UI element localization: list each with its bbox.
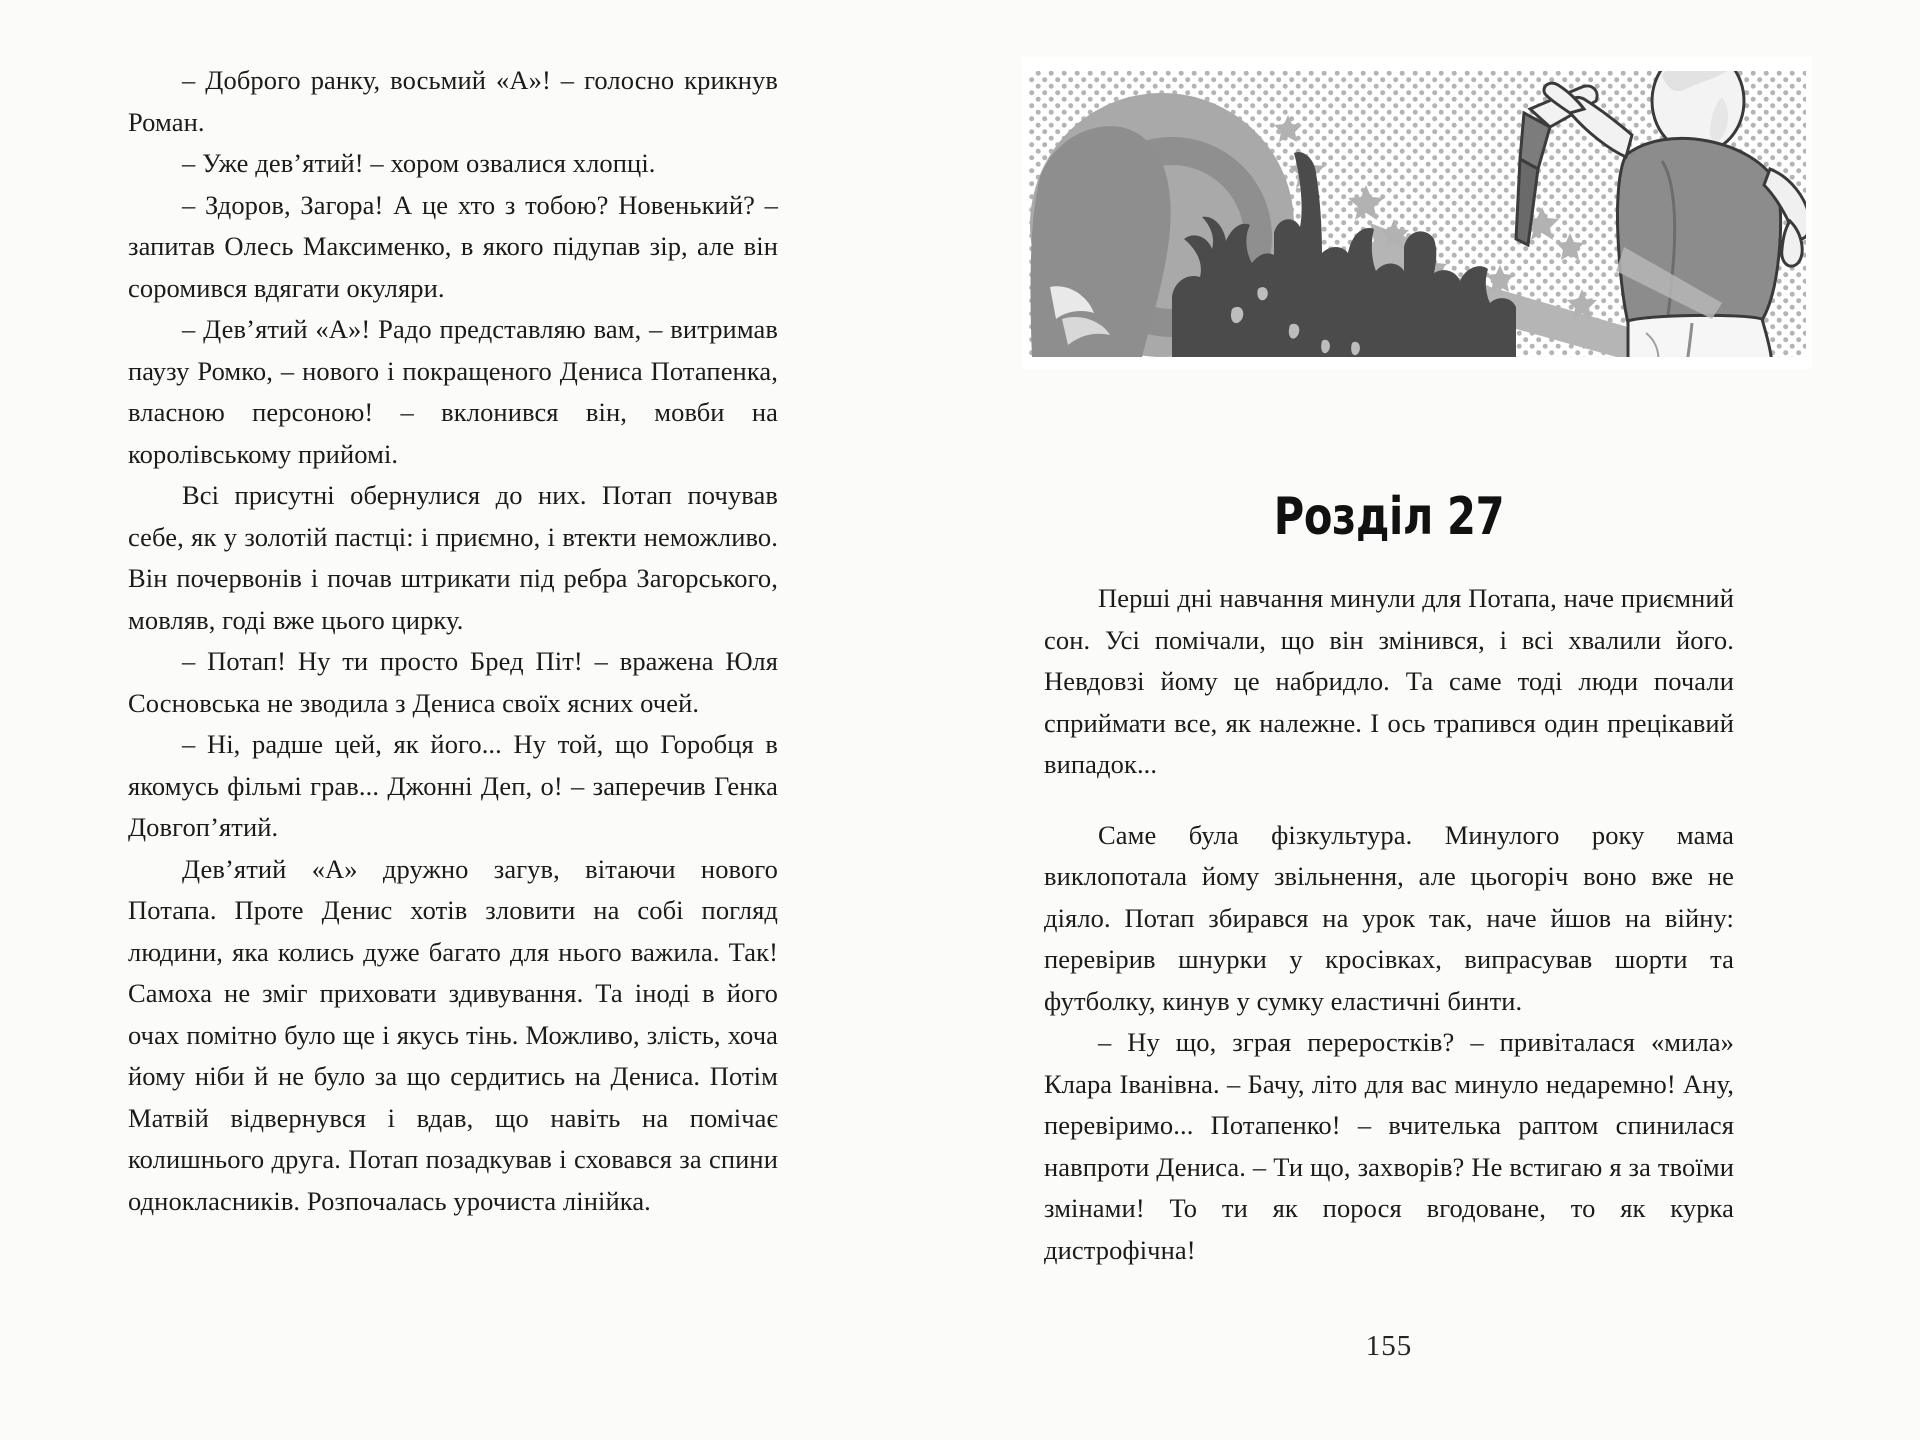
paragraph: Дев’ятий «А» дружно загув, вітаючи нового Потапа. Проте Денис хотів зловити на собі погляд людини, яка колись дуже багато для нього важила. Так! Самоха не зміг приховати здивування. Та іноді в його очах помітно було ще і якусь тінь. Можливо, злість, хоча йому ніби й не було за що сердитись на Дениса. Потім Матвій відвернувся і вдав, що навіть на помічає колишнього друга. Потап позадкував і сховався за спини однокласників. Розпочалась урочиста лінійка. (128, 853, 778, 1216)
paragraph: – Ну що, зграя переростків? – привіталася «мила» Клара Іванівна. – Бачу, літо для вас минуло недаремно! Ану, перевіримо... Потапенко! – вчителька раптом спинилася навпроти Дениса. – Ти що, захворів? Не встигаю я за твоїми змінами! То ти як порося вгодоване, то як курка дистрофічна! (1044, 1027, 1734, 1265)
paragraph: Всі присутні обернулися до них. Потап почував себе, як у золотій пастці: і приємно, і втекти неможливо. Він почервонів і почав штрикати під ребра Загорського, мовляв, годі вже цього цирку. (128, 480, 778, 635)
paragraph: – Потап! Ну ти просто Бред Піт! – вражена Юля Сосновська не зводила з Дениса своїх ясних очей. (128, 646, 778, 718)
chapter-header-illustration (1022, 57, 1812, 369)
paragraph: – Доброго ранку, восьмий «А»! – голосно крикнув Роман. (128, 65, 778, 137)
left-text-column (128, 60, 778, 1222)
page-number: 155 (1365, 1330, 1413, 1362)
paragraph: – Ні, радше цей, як його... Ну той, що Горобця в якомусь фільмі грав... Джонні Деп, о! – заперечив Генка Довгоп’ятий. (128, 729, 778, 842)
paragraph: – Дев’ятий «А»! Радо представляю вам, – витримав паузу Ромко, – нового і покращеного Дениса Потапенка, власною персоною! – вклонився він, мовби на королівському прийомі. (128, 314, 778, 469)
paragraph: Саме була фізкультура. Минулого року мама виклопотала йому звільнення, але цьогоріч воно вже не діяло. Потап збирався на урок так, наче йшов на війну: перевірив шнурки у кросівках, випрасував шорти та футболку, кинув у сумку еластичні бинти. (1044, 819, 1734, 1016)
paragraph: Перші дні навчання минули для Потапа, наче приємний сон. Усі помічали, що він змінився, і всі хвалили його. Невдовзі йому це набридло. Та саме тоді люди почали сприймати все, як належне. І ось трапився один прецікавий випадок... (1044, 583, 1734, 779)
right-text-column (1044, 578, 1734, 1271)
chapter-title: Розділ 27 (1273, 487, 1505, 547)
illustration-svg (1022, 57, 1812, 369)
paragraph: – Здоров, Загора! А це хто з тобою? Новенький? – запитав Олесь Максименко, в якого підупав зір, але він соромився вдягати окуляри. (128, 189, 778, 303)
chapter-heading-container (1044, 482, 1734, 552)
paragraph: – Уже дев’ятий! – хором озвалися хлопці. (182, 148, 656, 178)
